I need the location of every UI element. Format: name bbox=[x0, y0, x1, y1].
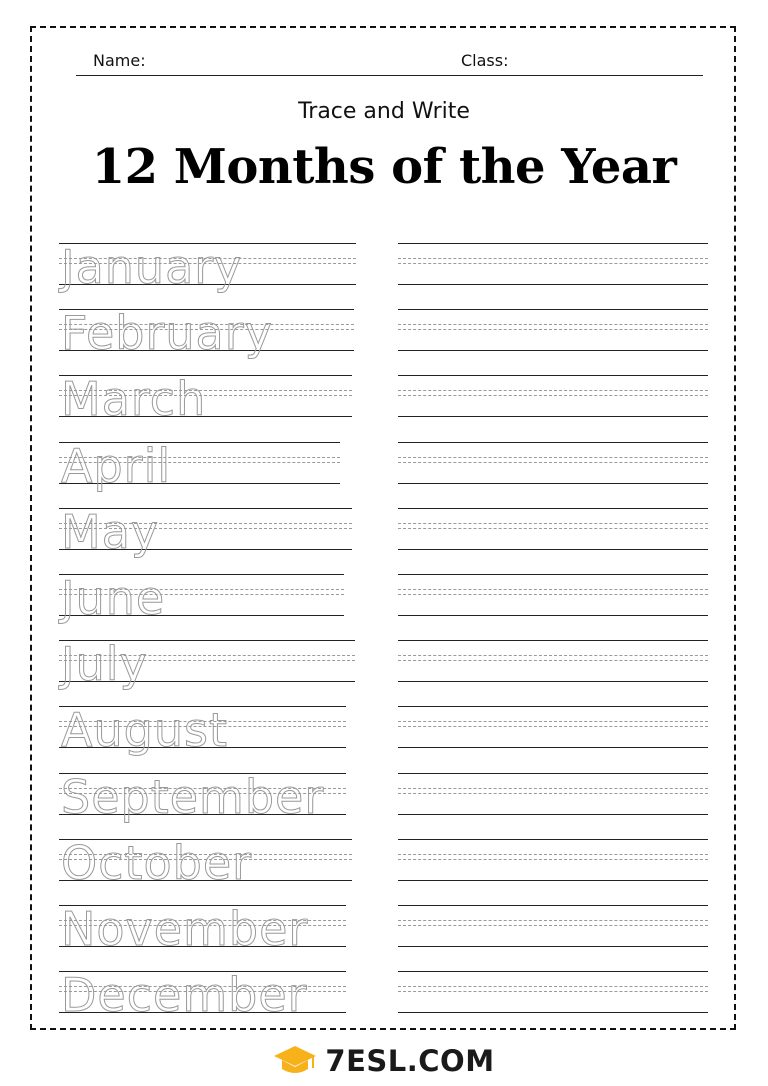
midline bbox=[398, 854, 708, 855]
top-line bbox=[398, 971, 708, 972]
trace-word: January bbox=[61, 240, 243, 294]
trace-row bbox=[59, 703, 346, 757]
baseline bbox=[398, 416, 708, 417]
midline bbox=[398, 462, 708, 463]
trace-row bbox=[59, 902, 346, 956]
worksheet-title: 12 Months of the Year bbox=[91, 139, 677, 195]
class-label: Class: bbox=[461, 51, 509, 70]
midline bbox=[398, 986, 708, 987]
midline bbox=[398, 991, 708, 992]
midline bbox=[398, 788, 708, 789]
top-line bbox=[398, 905, 708, 906]
midline bbox=[398, 859, 708, 860]
top-line bbox=[398, 773, 708, 774]
top-line bbox=[398, 640, 708, 641]
baseline bbox=[398, 615, 708, 616]
midline bbox=[398, 793, 708, 794]
baseline bbox=[398, 814, 708, 815]
writing-row[interactable] bbox=[398, 640, 708, 682]
baseline bbox=[398, 350, 708, 351]
writing-row[interactable] bbox=[398, 905, 708, 947]
midline bbox=[398, 263, 708, 264]
top-line bbox=[398, 839, 708, 840]
trace-word: May bbox=[61, 505, 160, 559]
midline bbox=[398, 390, 708, 391]
trace-word: April bbox=[61, 439, 172, 493]
name-label: Name: bbox=[93, 51, 146, 70]
midline bbox=[398, 594, 708, 595]
trace-word: August bbox=[61, 703, 228, 757]
top-line bbox=[398, 309, 708, 310]
worksheet-subtitle: Trace and Write bbox=[298, 99, 470, 124]
trace-word: February bbox=[61, 306, 273, 360]
midline bbox=[398, 457, 708, 458]
trace-row bbox=[59, 770, 346, 824]
midline bbox=[398, 324, 708, 325]
top-line bbox=[398, 442, 708, 443]
baseline bbox=[398, 284, 708, 285]
midline bbox=[398, 395, 708, 396]
baseline bbox=[398, 747, 708, 748]
trace-row bbox=[59, 836, 352, 890]
writing-row[interactable] bbox=[398, 508, 708, 550]
midline bbox=[398, 920, 708, 921]
writing-row[interactable] bbox=[398, 971, 708, 1013]
trace-word: June bbox=[61, 571, 166, 625]
writing-row[interactable] bbox=[398, 375, 708, 417]
top-line bbox=[398, 243, 708, 244]
top-line bbox=[398, 375, 708, 376]
writing-row[interactable] bbox=[398, 773, 708, 815]
top-line bbox=[398, 508, 708, 509]
baseline bbox=[398, 549, 708, 550]
trace-word: September bbox=[61, 770, 325, 824]
midline bbox=[398, 726, 708, 727]
top-line bbox=[398, 574, 708, 575]
trace-word: March bbox=[61, 372, 207, 426]
writing-row[interactable] bbox=[398, 574, 708, 616]
trace-word: November bbox=[61, 902, 309, 956]
trace-row bbox=[59, 505, 352, 559]
midline bbox=[398, 523, 708, 524]
midline bbox=[398, 329, 708, 330]
writing-row[interactable] bbox=[398, 442, 708, 484]
midline bbox=[398, 660, 708, 661]
baseline bbox=[398, 681, 708, 682]
midline bbox=[398, 925, 708, 926]
baseline bbox=[398, 483, 708, 484]
top-line bbox=[398, 706, 708, 707]
header-rule bbox=[76, 75, 703, 76]
writing-row[interactable] bbox=[398, 243, 708, 285]
trace-row bbox=[59, 306, 354, 360]
trace-row bbox=[59, 372, 352, 426]
baseline bbox=[398, 1012, 708, 1013]
trace-row bbox=[59, 637, 355, 691]
trace-row bbox=[59, 439, 340, 493]
trace-row bbox=[59, 240, 356, 294]
trace-word: October bbox=[61, 836, 253, 890]
baseline bbox=[398, 946, 708, 947]
midline bbox=[398, 258, 708, 259]
writing-row[interactable] bbox=[398, 309, 708, 351]
midline bbox=[398, 655, 708, 656]
trace-row bbox=[59, 571, 344, 625]
trace-word: July bbox=[61, 637, 148, 691]
trace-row bbox=[59, 968, 346, 1022]
midline bbox=[398, 721, 708, 722]
graduation-cap-icon bbox=[273, 1044, 317, 1078]
writing-row[interactable] bbox=[398, 839, 708, 881]
baseline bbox=[398, 880, 708, 881]
writing-row[interactable] bbox=[398, 706, 708, 748]
midline bbox=[398, 589, 708, 590]
midline bbox=[398, 528, 708, 529]
trace-word: December bbox=[61, 968, 308, 1022]
footer-brand: 7ESL.COM bbox=[325, 1044, 495, 1078]
footer-logo bbox=[0, 1044, 768, 1078]
